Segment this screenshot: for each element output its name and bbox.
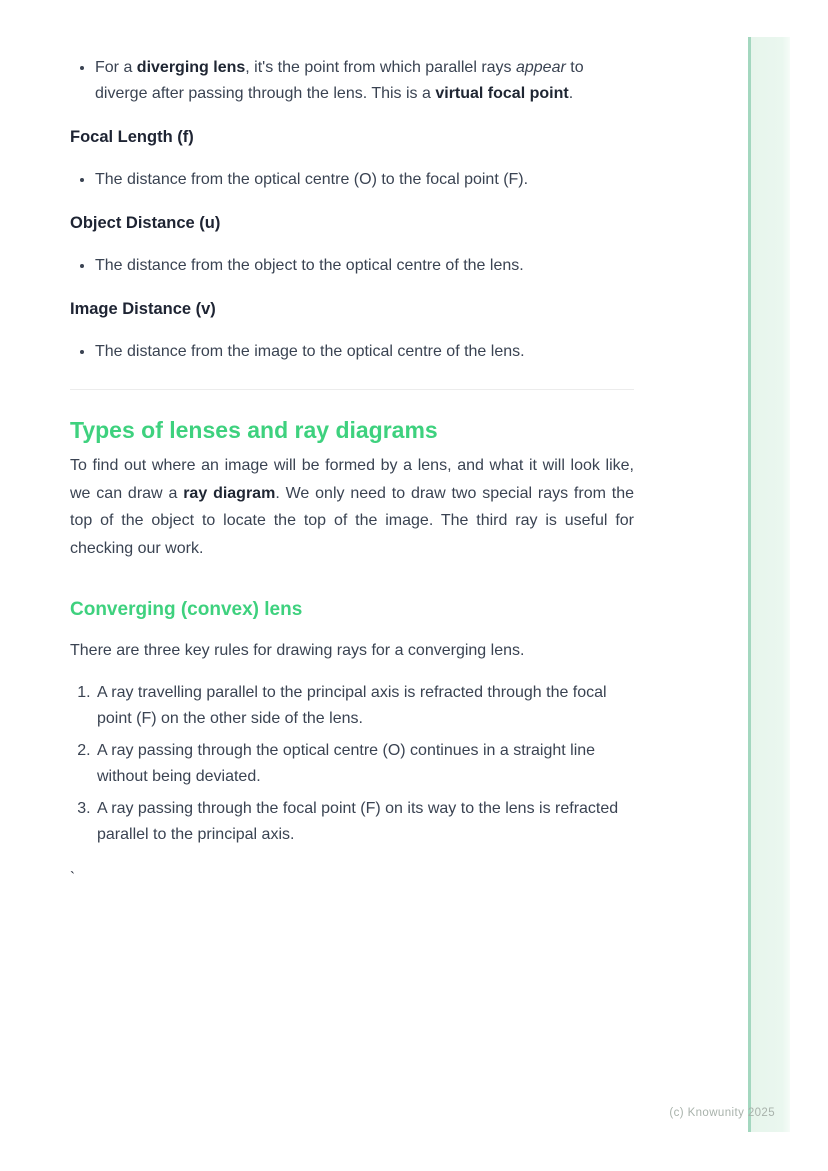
bullet-item-focal-length: • The distance from the optical centre (O) to the focal point (F). xyxy=(95,167,634,193)
decorative-green-bar xyxy=(748,37,790,1132)
bullet-item-image-distance: • The distance from the image to the optical centre of the lens. xyxy=(95,339,634,365)
stray-backtick-character: ` xyxy=(70,869,75,886)
page-footer-watermark: (c) Knowunity 2025 xyxy=(669,1107,775,1119)
rule-item-focal-point-ray: 3. A ray passing through the focal point (F) on its way to the lens is refracted parallel to the principal axis. xyxy=(95,796,634,848)
term-heading-image-distance: Image Distance (v) xyxy=(70,300,216,318)
bullet-list-image-distance xyxy=(70,339,634,365)
rule-item-parallel-ray: 1. A ray travelling parallel to the principal axis is refracted through the focal point (F) on the other side of the lens. xyxy=(95,680,634,732)
term-heading-focal-length: Focal Length (f) xyxy=(70,128,194,146)
bullet-list-object-distance xyxy=(70,253,634,279)
intro-paragraph: To find out where an image will be formed by a lens, and what it will look like, we can draw a ray diagram. We only need to draw two special rays from the top of the object to locate the top of the image. The third ray is useful for checking our work. xyxy=(70,457,635,557)
rule-item-optical-centre-ray: 2. A ray passing through the optical centre (O) continues in a straight line without being deviated. xyxy=(95,738,634,790)
bullet-list-focal-length xyxy=(70,167,634,193)
section-divider xyxy=(70,389,634,390)
document-content xyxy=(70,38,634,891)
bullet-item-diverging-lens: • For a diverging lens, it's the point from which parallel rays appear to diverge after passing through the lens. This is a virtual focal point. xyxy=(95,55,634,107)
term-heading-object-distance: Object Distance (u) xyxy=(70,214,221,232)
bullet-list-diverging xyxy=(70,55,634,107)
rules-intro-paragraph: There are three key rules for drawing rays for a converging lens. xyxy=(70,642,525,659)
section-heading-types-of-lenses: Types of lenses and ray diagrams xyxy=(70,417,438,443)
subsection-heading-converging-lens: Converging (convex) lens xyxy=(70,599,303,620)
rules-ordered-list xyxy=(70,680,634,848)
bullet-item-object-distance: • The distance from the object to the optical centre of the lens. xyxy=(95,253,634,279)
